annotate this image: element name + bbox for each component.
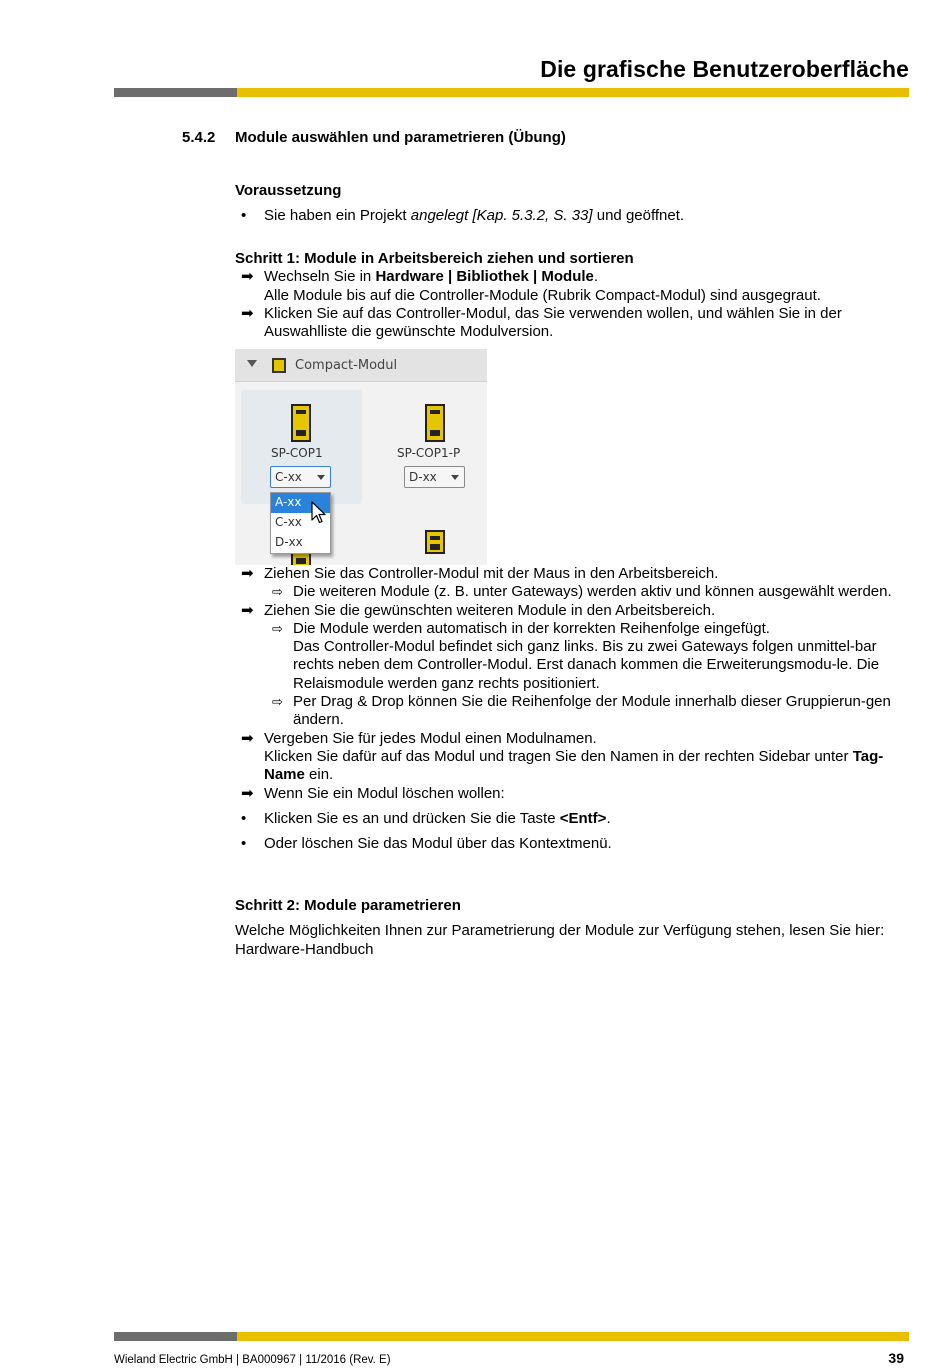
arrow-right-icon: ➡	[241, 729, 254, 747]
footer-rule	[114, 1332, 909, 1341]
chevron-down-icon	[451, 475, 459, 480]
schritt1-continued	[235, 565, 910, 853]
dropdown-option[interactable]: D-xx	[275, 535, 303, 549]
schritt2-heading: Schritt 2: Module parametrieren	[235, 897, 461, 914]
chapter-link[interactable]: angelegt [Kap. 5.3.2, S. 33]	[410, 207, 593, 225]
step-item: ➡ Ziehen Sie das Controller-Modul mit der Maus in den Arbeitsbereich.	[241, 565, 719, 582]
page-number: 39	[888, 1350, 904, 1366]
step-item: ➡ Vergeben Sie für jedes Modul einen Modulnamen. Klicken Sie dafür auf das Modul und tragen Sie den Namen in der rechten Sidebar unter Tag-Name ein.	[241, 729, 884, 784]
dropdown-option[interactable]: C-xx	[275, 515, 302, 529]
step-item: ➡ Ziehen Sie die gewünschten weiteren Module in den Arbeitsbereich.	[241, 601, 716, 619]
arrow-right-icon: ➡	[241, 565, 254, 582]
dropdown-option[interactable]: A-xx	[271, 493, 330, 513]
controller-module-icon[interactable]	[425, 404, 445, 442]
result-item: ⇨ Die weiteren Module (z. B. unter Gateways) werden aktiv und können ausgewählt werden.	[272, 583, 892, 601]
hardware-handbook-link[interactable]: Hardware-Handbuch	[235, 940, 374, 958]
controller-module-icon[interactable]	[291, 404, 311, 442]
voraussetzung-block	[235, 182, 910, 226]
schritt2-text: Welche Möglichkeiten Ihnen zur Parametrierung der Module zur Verfügung stehen, lesen Sie hier:	[235, 922, 885, 940]
bullet-icon: •	[241, 835, 247, 853]
voraussetzung-heading: Voraussetzung	[235, 182, 342, 199]
step-item: ➡ Wenn Sie ein Modul löschen wollen:	[241, 784, 505, 802]
tag-name-field-label: Tag-Name	[264, 747, 884, 784]
bullet-item: • Oder löschen Sie das Modul über das Kontextmenü.	[241, 835, 612, 853]
controller-module-icon[interactable]	[425, 530, 445, 554]
step-item: ➡ Wechseln Sie in Hardware | Bibliothek | Module. Alle Module bis auf die Controller-Module (Rubrik Compact-Modul) sind ausgegraut.	[241, 268, 821, 304]
result-item: ⇨ Per Drag & Drop können Sie die Reihenfolge der Module innerhalb dieser Gruppierun-gen ändern.	[272, 693, 891, 729]
version-select[interactable]: D-xx	[404, 466, 465, 488]
module-library-screenshot	[235, 349, 487, 565]
outline-arrow-icon: ⇨	[272, 694, 283, 710]
arrow-right-icon: ➡	[241, 268, 254, 286]
arrow-right-icon: ➡	[241, 304, 254, 322]
chevron-down-icon	[317, 475, 325, 480]
section-number: 5.4.2	[182, 129, 216, 146]
result-item: ⇨ Die Module werden automatisch in der korrekten Reihenfolge eingefügt. Das Controller-Modul befindet sich ganz links. Bis zu zwei Gateways folgen unmittel-bar rechts neben dem Controller-Modul. Erst danach kommen die Erweiterungsmodu-le. Die Relaismodule werden ganz rechts positioniert.	[272, 619, 880, 692]
module-name: SP-COP1-P	[397, 446, 461, 460]
page-header-title: Die grafische Benutzeroberfläche	[540, 56, 909, 82]
bullet-item: • Klicken Sie es an und drücken Sie die Taste <Entf>.	[241, 809, 611, 827]
schritt1-block	[235, 250, 910, 341]
step-item: ➡ Klicken Sie auf das Controller-Modul, das Sie verwenden wollen, und wählen Sie in der Auswahlliste die gewünschte Modulversion.	[241, 304, 842, 341]
category-header[interactable]	[235, 349, 487, 382]
module-name: SP-COP1	[271, 446, 323, 460]
version-select[interactable]: C-xx	[270, 466, 331, 488]
outline-arrow-icon: ⇨	[272, 584, 283, 600]
outline-arrow-icon: ⇨	[272, 620, 283, 636]
header-rule	[114, 88, 909, 97]
category-label: Compact-Modul	[295, 358, 398, 373]
compact-module-icon	[272, 358, 286, 373]
key-label: <Entf>	[559, 809, 607, 827]
section-title: Module auswählen und parametrieren (Übung)	[235, 129, 566, 146]
expand-triangle-icon[interactable]	[247, 360, 257, 367]
bullet-icon: •	[241, 207, 247, 225]
menu-path: Hardware | Bibliothek | Module	[375, 268, 594, 286]
arrow-right-icon: ➡	[241, 784, 254, 802]
bullet-icon: •	[241, 809, 247, 827]
schritt1-heading: Schritt 1: Module in Arbeitsbereich ziehen und sortieren	[235, 250, 634, 267]
footer-text: Wieland Electric GmbH | BA000967 | 11/2016 (Rev. E)	[114, 1354, 391, 1366]
arrow-right-icon: ➡	[241, 601, 254, 619]
schritt2-block	[235, 897, 910, 959]
voraussetzung-item: • Sie haben ein Projekt angelegt [Kap. 5.3.2, S. 33] und geöffnet.	[241, 207, 685, 225]
mouse-cursor-icon	[311, 501, 327, 525]
